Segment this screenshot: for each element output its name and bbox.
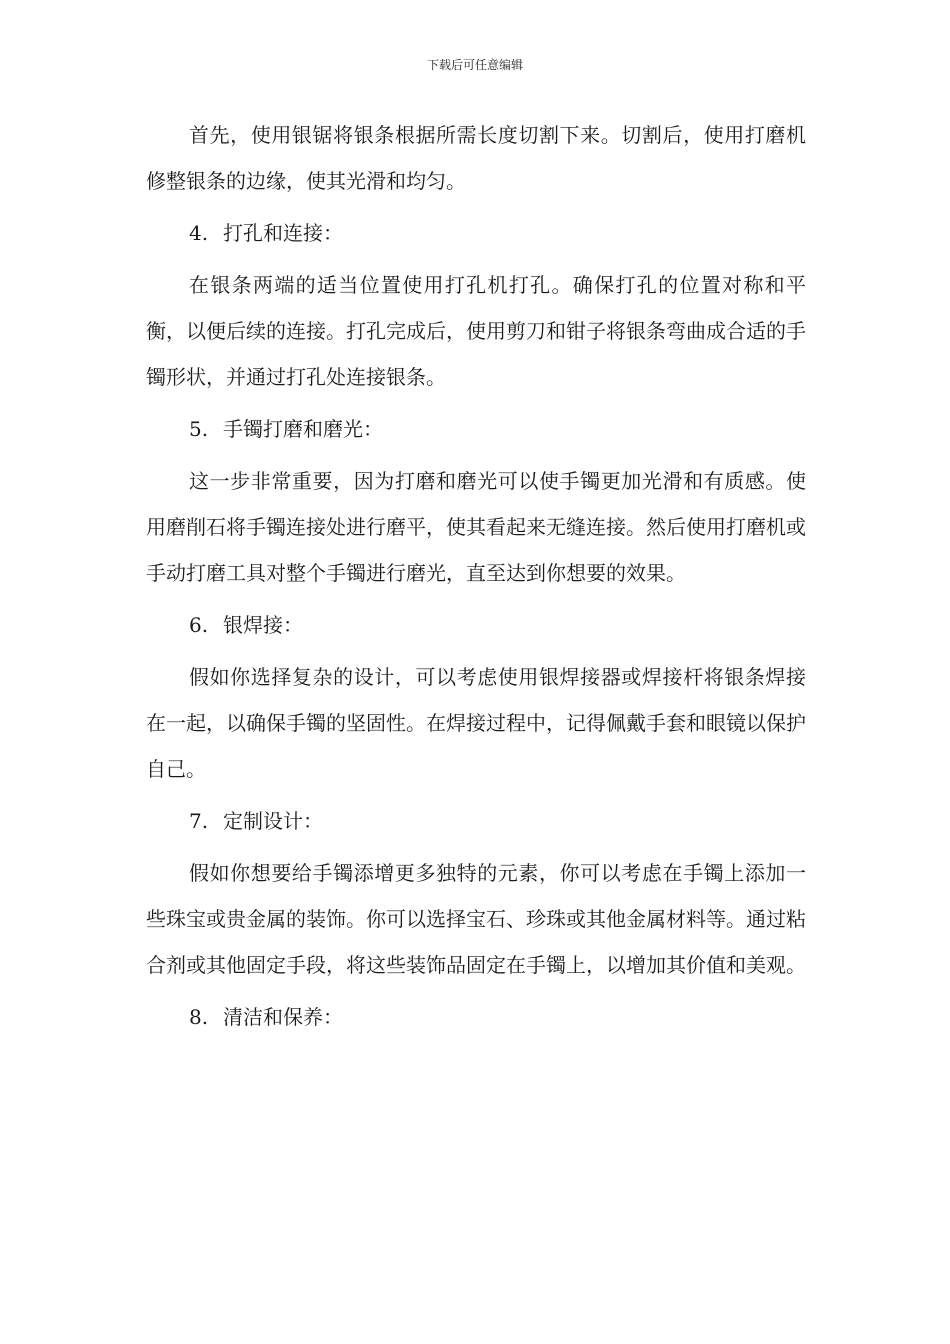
heading-step-6	[146, 602, 806, 648]
step-title: 银焊接：	[223, 613, 303, 637]
step-title: 打孔和连接：	[223, 221, 343, 245]
paragraph-custom-design: 假如你想要给手镯添增更多独特的元素，你可以考虑在手镯上添加一些珠宝或贵金属的装饰。你可以选择宝石、珍珠或其他金属材料等。通过粘合剂或其他固定手段，将这些装饰品固定在手镯上，以增加其价值和美观。	[146, 861, 806, 977]
heading-step-4	[146, 210, 806, 256]
document-body	[146, 112, 806, 1046]
paragraph-welding: 假如你选择复杂的设计，可以考虑使用银焊接器或焊接杆将银条焊接在一起，以确保手镯的坚固性。在焊接过程中，记得佩戴手套和眼镜以保护自己。	[146, 665, 806, 781]
heading-step-7	[146, 798, 806, 844]
step-title: 定制设计：	[223, 809, 323, 833]
step-number: 7.	[189, 809, 209, 833]
heading-step-5	[146, 406, 806, 452]
paragraph-polishing: 这一步非常重要，因为打磨和磨光可以使手镯更加光滑和有质感。使用磨削石将手镯连接处进行磨平，使其看起来无缝连接。然后使用打磨机或手动打磨工具对整个手镯进行磨光，直至达到你想要的效果。	[146, 469, 806, 585]
step-number: 8.	[189, 1005, 209, 1029]
paragraph-punching: 在银条两端的适当位置使用打孔机打孔。确保打孔的位置对称和平衡，以便后续的连接。打孔完成后，使用剪刀和钳子将银条弯曲成合适的手镯形状，并通过打孔处连接银条。	[146, 273, 806, 389]
step-number: 5.	[189, 417, 209, 441]
step-title: 手镯打磨和磨光：	[223, 417, 383, 441]
step-number: 4.	[189, 221, 209, 245]
step-number: 6.	[189, 613, 209, 637]
heading-step-8	[146, 994, 806, 1040]
step-title: 清洁和保养：	[223, 1005, 343, 1029]
page-header: 下载后可任意编辑	[426, 58, 523, 72]
paragraph-cutting: 首先，使用银锯将银条根据所需长度切割下来。切割后，使用打磨机修整银条的边缘，使其光滑和均匀。	[146, 123, 806, 193]
